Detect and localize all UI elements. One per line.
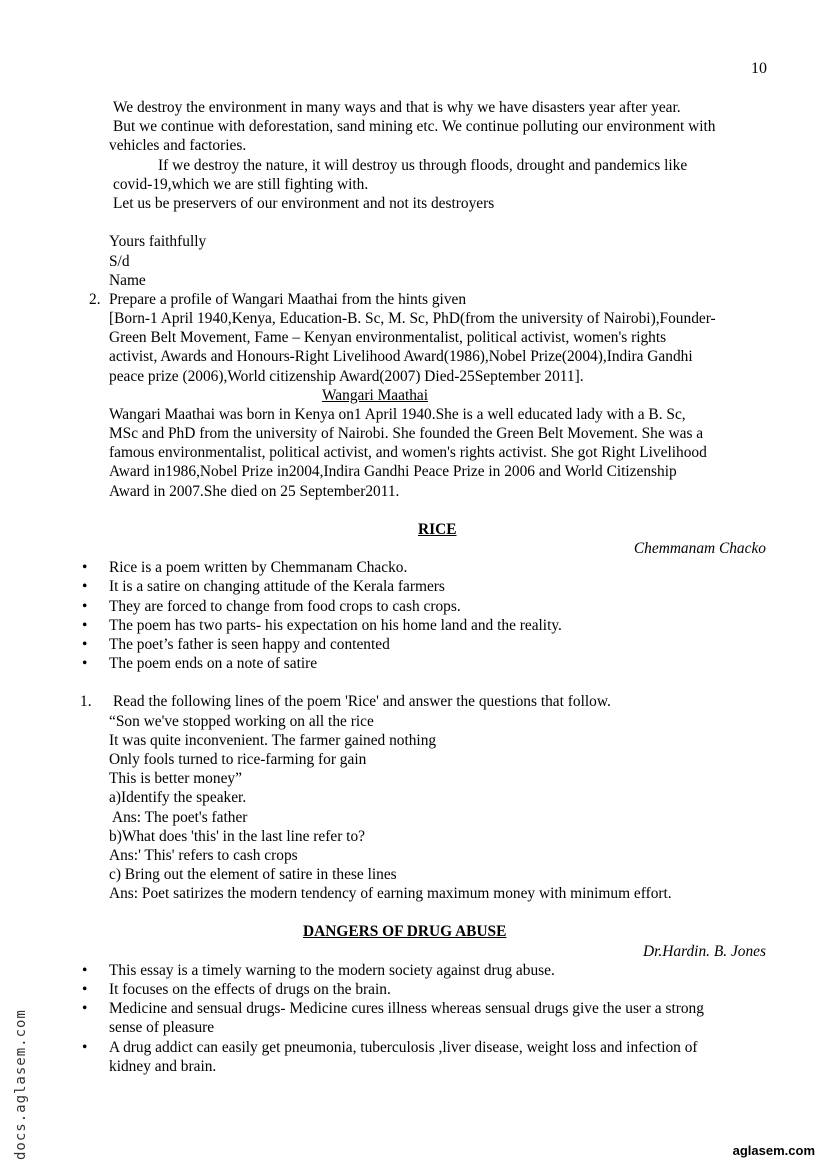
question-line: activist, Awards and Honours-Right Livelihood Award(1986),Nobel Prize(2004),Indira Gandhi [109, 348, 693, 365]
bullet-icon: • [82, 962, 88, 979]
bullet-icon: • [82, 559, 88, 576]
letter-line: But we continue with deforestation, sand mining etc. We continue polluting our environment with [113, 118, 716, 135]
profile-title: Wangari Maathai [322, 387, 429, 404]
bullet-text: It is a satire on changing attitude of the Kerala farmers [109, 578, 445, 595]
letter-line: We destroy the environment in many ways and that is why we have disasters year after year. [113, 99, 681, 116]
bullet-icon: • [82, 981, 88, 998]
answer-line: MSc and PhD from the university of Nairobi. She founded the Green Belt Movement. She was a [109, 425, 704, 442]
bullet-text: sense of pleasure [109, 1019, 215, 1036]
question-line: c) Bring out the element of satire in these lines [109, 866, 397, 883]
bullet-text: The poem ends on a note of satire [109, 655, 318, 672]
bullet-icon: • [82, 598, 88, 615]
bullet-text: This essay is a timely warning to the modern society against drug abuse. [109, 962, 555, 979]
letter-line: If we destroy the nature, it will destroy us through floods, drought and pandemics like [158, 157, 688, 174]
page-number: 10 [751, 60, 767, 77]
section-author: Chemmanam Chacko [633, 540, 766, 557]
question-line: This is better money” [109, 770, 242, 787]
side-watermark: docs.aglasem.com [13, 1009, 29, 1160]
section-title: DANGERS OF DRUG ABUSE [303, 923, 507, 940]
bullet-text: It focuses on the effects of drugs on the brain. [109, 981, 391, 998]
question-line: Read the following lines of the poem 'Rice' and answer the questions that follow. [113, 693, 611, 710]
question-number: 2. [89, 291, 101, 308]
question-line: [Born-1 April 1940,Kenya, Education-B. Sc, M. Sc, PhD(from the university of Nairobi),Founder- [109, 310, 716, 327]
bullet-icon: • [82, 636, 88, 653]
bullet-text: kidney and brain. [109, 1058, 217, 1075]
closing-line: S/d [109, 253, 130, 270]
question-line: a)Identify the speaker. [109, 789, 247, 806]
answer-line: Wangari Maathai was born in Kenya on1 April 1940.She is a well educated lady with a B. Sc, [109, 406, 686, 423]
question-line: “Son we've stopped working on all the rice [109, 713, 374, 730]
letter-line: Let us be preservers of our environment and not its destroyers [113, 195, 495, 212]
bullet-text: A drug addict can easily get pneumonia, tuberculosis ,liver disease, weight loss and infection of [109, 1039, 698, 1056]
answer-line: famous environmentalist, political activist, and women's rights activist. She got Right Livelihood [109, 444, 707, 461]
bullet-icon: • [82, 1039, 88, 1056]
letter-line: covid-19,which we are still fighting with. [113, 176, 369, 193]
closing-line: Name [109, 272, 146, 289]
letter-line: vehicles and factories. [109, 137, 247, 154]
answer-line: Award in 2007.She died on 25 September2011. [109, 483, 400, 500]
answer-line: Ans: The poet's father [109, 809, 248, 826]
bullet-text: The poem has two parts- his expectation on his home land and the reality. [109, 617, 562, 634]
section-title: RICE [418, 521, 457, 538]
question-line: It was quite inconvenient. The farmer gained nothing [109, 732, 437, 749]
answer-line: Ans:' This' refers to cash crops [109, 847, 298, 864]
question-line: Green Belt Movement, Fame – Kenyan environmentalist, political activist, women's rights [109, 329, 667, 346]
bullet-text: Medicine and sensual drugs- Medicine cures illness whereas sensual drugs give the user a strong [109, 1000, 704, 1017]
bullet-icon: • [82, 1000, 88, 1017]
bullet-text: They are forced to change from food crops to cash crops. [109, 598, 461, 615]
answer-line: Award in1986,Nobel Prize in2004,Indira Gandhi Peace Prize in 2006 and World Citizenship [109, 463, 677, 480]
closing-line: Yours faithfully [109, 233, 207, 250]
bullet-text: The poet’s father is seen happy and contented [109, 636, 390, 653]
question-number: 1. [80, 693, 92, 710]
bullet-text: Rice is a poem written by Chemmanam Chacko. [109, 559, 408, 576]
question-line: Only fools turned to rice-farming for gain [109, 751, 367, 768]
answer-line: Ans: Poet satirizes the modern tendency of earning maximum money with minimum effort. [109, 885, 672, 902]
question-line: peace prize (2006),World citizenship Award(2007) Died-25September 2011]. [109, 368, 584, 385]
question-line: b)What does 'this' in the last line refer to? [109, 828, 365, 845]
bullet-icon: • [82, 617, 88, 634]
bullet-icon: • [82, 655, 88, 672]
question-line: Prepare a profile of Wangari Maathai from the hints given [109, 291, 467, 308]
footer-watermark: aglasem.com [732, 1143, 815, 1158]
section-author: Dr.Hardin. B. Jones [643, 943, 766, 960]
bullet-icon: • [82, 578, 88, 595]
